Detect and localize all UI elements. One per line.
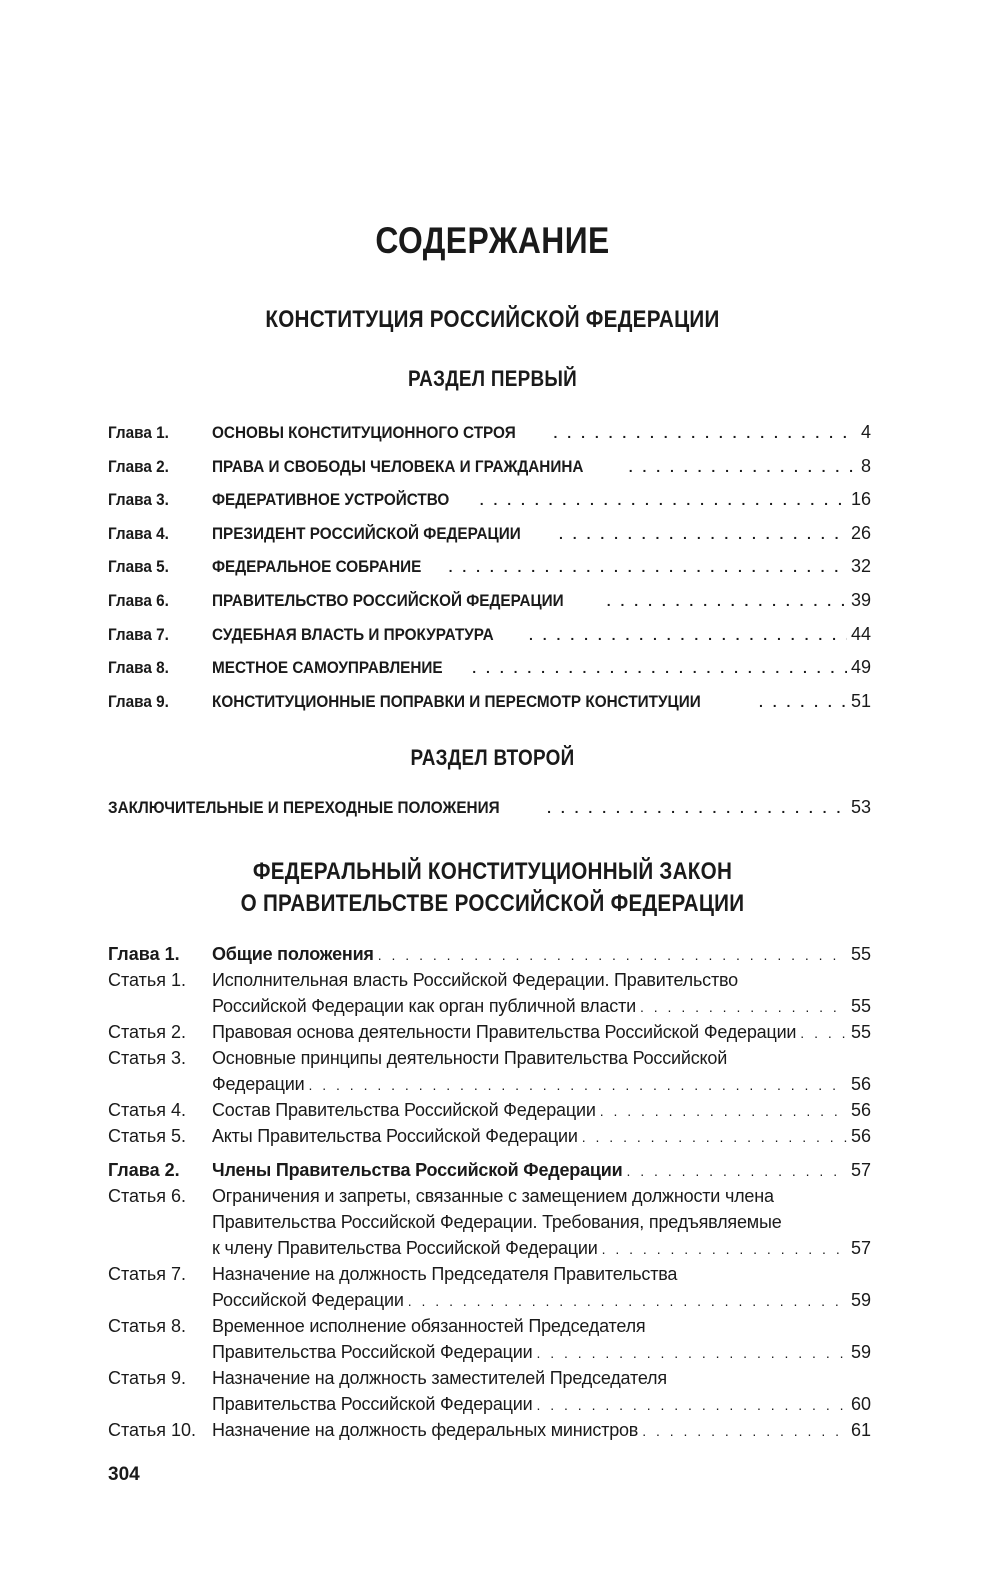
toc-entry-article-1[interactable] — [108, 968, 871, 992]
toc-entry-label: Статья 9. — [108, 1368, 187, 1388]
toc-entry-label: Глава 8. — [108, 658, 169, 677]
toc-entry-page: 39 — [850, 590, 871, 610]
law-heading-line1: ФЕДЕРАЛЬНЫЙ КОНСТИТУЦИОННЫЙ ЗАКОН — [252, 858, 733, 885]
toc-entry-page: 44 — [850, 624, 871, 644]
toc-entry-label: Глава 9. — [108, 692, 169, 711]
toc-entry-page: 60 — [850, 1394, 871, 1414]
toc-entry-article-2[interactable] — [108, 1020, 871, 1044]
toc-entry-label: Глава 1. — [108, 423, 169, 442]
toc-entry-page: 51 — [850, 691, 871, 711]
toc-entry-title: Назначение на должность федеральных министров — [212, 1420, 639, 1440]
leader-dots — [408, 1289, 847, 1313]
page-number: 304 — [108, 1464, 140, 1485]
toc-entry-title: ЗАКЛЮЧИТЕЛЬНЫЕ И ПЕРЕХОДНЫЕ ПОЛОЖЕНИЯ — [108, 798, 500, 817]
toc-entry-title: СУДЕБНАЯ ВЛАСТЬ И ПРОКУРАТУРА — [212, 625, 494, 644]
leader-dots — [640, 995, 847, 1019]
toc-entry-page: 56 — [850, 1126, 871, 1146]
toc-entry-page: 55 — [850, 996, 871, 1016]
toc-entry-title: Правовая основа деятельности Правительства Российской Федерации — [212, 1022, 797, 1042]
toc-entry-title: ФЕДЕРАТИВНОЕ УСТРОЙСТВО — [212, 490, 450, 509]
toc-entry-page: 8 — [860, 456, 871, 476]
toc-entry-label: Статья 1. — [108, 970, 187, 990]
toc-entry-label: Глава 5. — [108, 557, 169, 576]
toc-entry-page: 57 — [850, 1160, 871, 1180]
leader-dots — [308, 1073, 847, 1097]
leader-dots — [607, 589, 847, 613]
toc-entry-article-7-cont[interactable] — [212, 1288, 871, 1312]
toc-entry-article-9-cont[interactable] — [212, 1392, 871, 1416]
toc-entry-page: 26 — [850, 523, 871, 543]
toc-entry-article-6-cont[interactable] — [212, 1236, 871, 1260]
leader-dots — [378, 943, 847, 967]
toc-entry-final-provisions[interactable] — [108, 795, 871, 819]
leader-dots — [600, 1099, 847, 1123]
toc-entry-article-3-cont[interactable] — [212, 1072, 871, 1096]
toc-entry-title: ОСНОВЫ КОНСТИТУЦИОННОГО СТРОЯ — [212, 423, 516, 442]
page-title: СОДЕРЖАНИЕ — [375, 220, 610, 261]
toc-entry-title-line1: Основные принципы деятельности Правительства Российской — [212, 1048, 728, 1068]
toc-entry-title-line1: Исполнительная власть Российской Федерации. Правительство — [212, 970, 738, 990]
toc-entry-label: Глава 2. — [108, 457, 169, 476]
toc-entry-title: Состав Правительства Российской Федерации — [212, 1100, 596, 1120]
toc-entry-title: ПРЕЗИДЕНТ РОССИЙСКОЙ ФЕДЕРАЦИИ — [212, 524, 521, 543]
toc-entry-article-5[interactable] — [108, 1124, 871, 1148]
toc-entry-label: Глава 4. — [108, 524, 169, 543]
toc-entry-title: Акты Правительства Российской Федерации — [212, 1126, 578, 1146]
toc-entry-chapter-3[interactable] — [108, 487, 871, 511]
toc-entry-chapter-1[interactable] — [108, 420, 871, 444]
toc-entry-page: 32 — [850, 556, 871, 576]
leader-dots — [554, 421, 857, 445]
toc-entry-chapter-6[interactable] — [108, 588, 871, 612]
toc-entry-title-line2: Федерации — [212, 1074, 305, 1094]
toc-entry-chapter-7[interactable] — [108, 622, 871, 646]
toc-entry-title: Члены Правительства Российской Федерации — [212, 1160, 623, 1180]
leader-dots — [642, 1419, 847, 1443]
toc-entry-title: КОНСТИТУЦИОННЫЕ ПОПРАВКИ И ПЕРЕСМОТР КОНСТИТУЦИИ — [212, 692, 701, 711]
toc-entry-label: Статья 2. — [108, 1022, 187, 1042]
leader-dots — [480, 488, 847, 512]
toc-entry-title: ФЕДЕРАЛЬНОЕ СОБРАНИЕ — [212, 557, 422, 576]
toc-entry-page: 16 — [850, 489, 871, 509]
leader-dots — [627, 1159, 847, 1183]
toc-entry-label: Статья 8. — [108, 1316, 187, 1336]
toc-entry-article-1-cont[interactable] — [212, 994, 871, 1018]
section-one-heading: РАЗДЕЛ ПЕРВЫЙ — [407, 366, 578, 391]
toc-entry-page: 49 — [850, 657, 871, 677]
leader-dots — [629, 455, 857, 479]
leader-dots — [582, 1125, 847, 1149]
toc-entry-title: ПРАВА И СВОБОДЫ ЧЕЛОВЕКА И ГРАЖДАНИНА — [212, 457, 584, 476]
leader-dots — [449, 555, 847, 579]
toc-entry-title: ПРАВИТЕЛЬСТВО РОССИЙСКОЙ ФЕДЕРАЦИИ — [212, 591, 564, 610]
toc-entry-chapter-4[interactable] — [108, 521, 871, 545]
toc-entry-label: Глава 6. — [108, 591, 169, 610]
toc-entry-label: Статья 6. — [108, 1186, 187, 1206]
toc-entry-page: 57 — [850, 1238, 871, 1258]
toc-entry-chapter-5[interactable] — [108, 554, 871, 578]
toc-entry-article-10[interactable] — [108, 1418, 871, 1442]
toc-entry-label: Глава 7. — [108, 625, 169, 644]
toc-entry-article-8-cont[interactable] — [212, 1340, 871, 1364]
toc-entry-chapter-8[interactable] — [108, 655, 871, 679]
toc-entry-article-7[interactable] — [108, 1262, 871, 1286]
toc-entry-title-line2: Правительства Российской Федерации. Требования, предъявляемые — [212, 1212, 782, 1232]
toc-entry-article-8[interactable] — [108, 1314, 871, 1338]
toc-entry-title-line2: Правительства Российской Федерации — [212, 1394, 533, 1414]
toc-entry-label: Статья 10. — [108, 1420, 197, 1440]
toc-entry-page: 56 — [850, 1100, 871, 1120]
toc-entry-article-4[interactable] — [108, 1098, 871, 1122]
toc-entry-title-line2: Правительства Российской Федерации — [212, 1342, 533, 1362]
toc-entry-title-line1: Временное исполнение обязанностей Председателя — [212, 1316, 646, 1336]
leader-dots — [536, 1393, 847, 1417]
toc-entry-page: 56 — [850, 1074, 871, 1094]
toc-entry-page: 4 — [860, 422, 871, 442]
leader-dots — [559, 522, 847, 546]
toc-entry-title: МЕСТНОЕ САМОУПРАВЛЕНИЕ — [212, 658, 443, 677]
constitution-heading: КОНСТИТУЦИЯ РОССИЙСКОЙ ФЕДЕРАЦИИ — [265, 306, 720, 333]
leader-dots — [472, 656, 847, 680]
toc-entry-title-line3: к члену Правительства Российской Федерации — [212, 1238, 598, 1258]
toc-entry-title-line1: Назначение на должность заместителей Председателя — [212, 1368, 667, 1388]
toc-entry-label: Статья 7. — [108, 1264, 187, 1284]
toc-entry-label: Статья 4. — [108, 1100, 187, 1120]
toc-entry-chapter-9[interactable] — [108, 689, 871, 713]
toc-entry-page: 53 — [850, 797, 871, 817]
toc-entry-label: Глава 2. — [108, 1160, 180, 1180]
toc-entry-page: 55 — [850, 1022, 871, 1042]
toc-entry-article-3[interactable] — [108, 1046, 871, 1070]
toc-entry-title-line2: Российской Федерации — [212, 1290, 404, 1310]
leader-dots — [602, 1237, 847, 1261]
leader-dots — [536, 1341, 847, 1365]
toc-entry-page: 55 — [850, 944, 871, 964]
toc-entry-article-6[interactable] — [108, 1184, 871, 1208]
toc-entry-page: 59 — [850, 1342, 871, 1362]
section-two-heading: РАЗДЕЛ ВТОРОЙ — [410, 745, 575, 770]
toc-entry-title-line1: Назначение на должность Председателя Правительства — [212, 1264, 678, 1284]
toc-entry-chapter-2[interactable] — [108, 454, 871, 478]
toc-entry-law-chapter-2[interactable] — [108, 1158, 871, 1182]
leader-dots — [547, 796, 847, 820]
toc-entry-page: 59 — [850, 1290, 871, 1310]
toc-entry-article-9[interactable] — [108, 1366, 871, 1390]
leader-dots — [800, 1021, 847, 1045]
leader-dots — [759, 690, 847, 714]
toc-entry-law-chapter-1[interactable] — [108, 942, 871, 966]
toc-entry-label: Глава 3. — [108, 490, 169, 509]
toc-entry-label: Глава 1. — [108, 944, 180, 964]
law-heading-line2: О ПРАВИТЕЛЬСТВЕ РОССИЙСКОЙ ФЕДЕРАЦИИ — [240, 890, 745, 917]
toc-entry-title: Общие положения — [212, 944, 374, 964]
toc-entry-page: 61 — [850, 1420, 871, 1440]
toc-entry-title-line1: Ограничения и запреты, связанные с замещением должности члена — [212, 1186, 774, 1206]
toc-entry-label: Статья 5. — [108, 1126, 187, 1146]
leader-dots — [529, 623, 847, 647]
toc-entry-label: Статья 3. — [108, 1048, 187, 1068]
toc-entry-title-line2: Российской Федерации как орган публичной власти — [212, 996, 636, 1016]
